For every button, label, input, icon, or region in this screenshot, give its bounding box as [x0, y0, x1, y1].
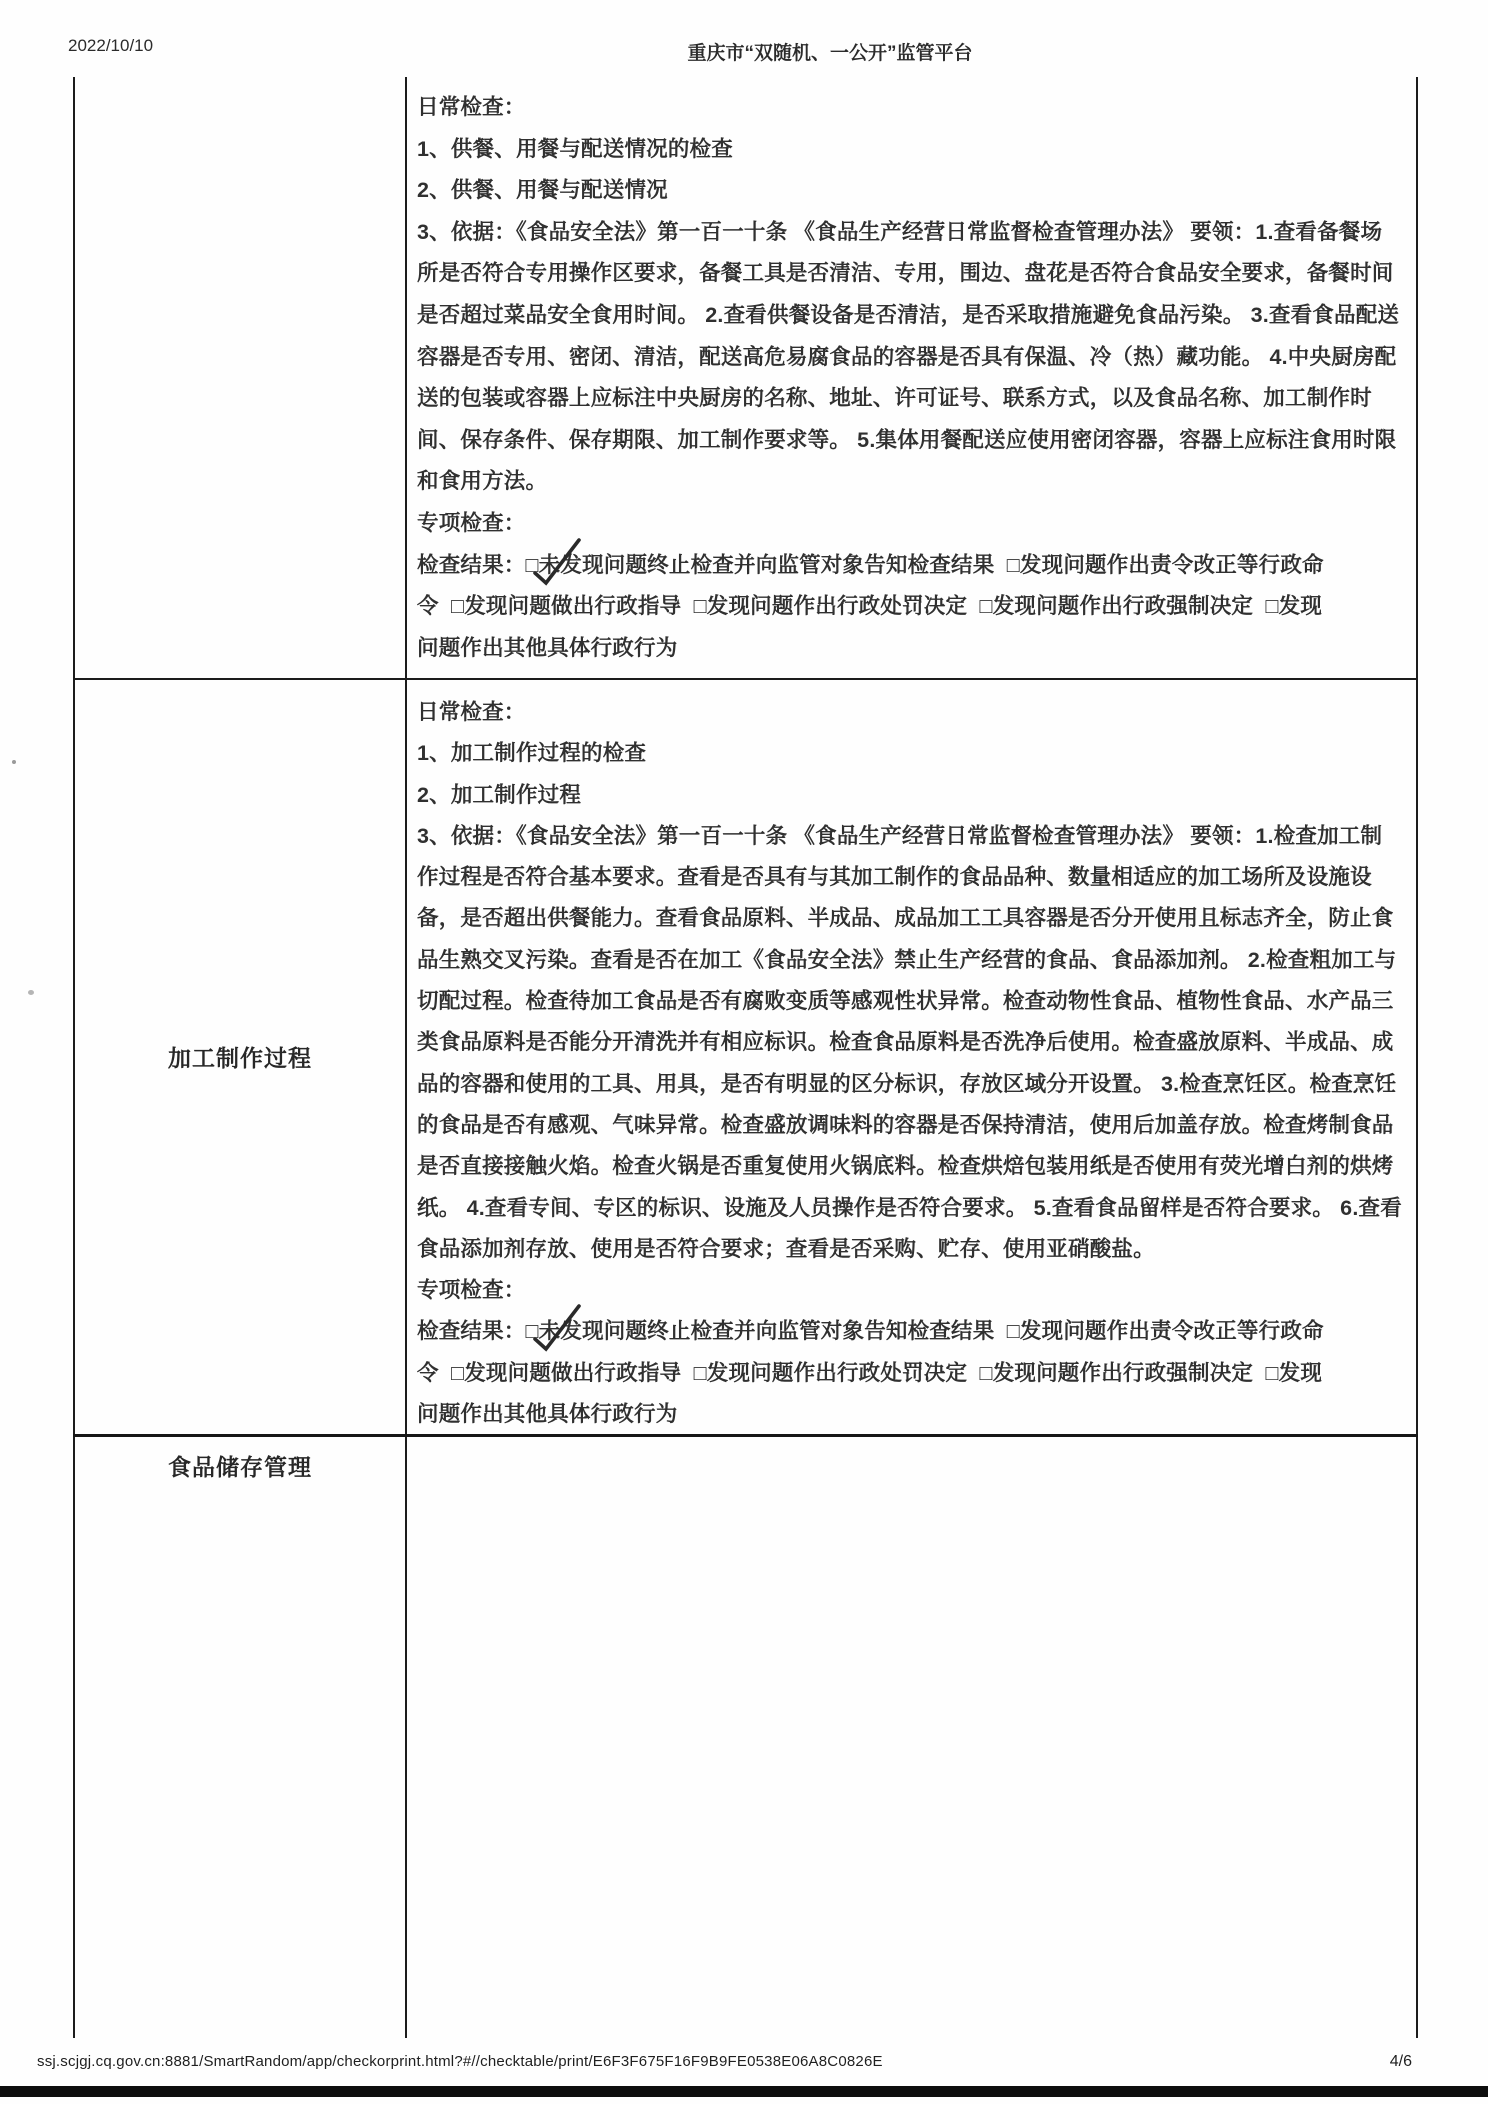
row-category-label: 食品储存管理: [168, 1454, 312, 1480]
text-line: 和食用方法。: [417, 469, 548, 494]
text-line: 2、加工制作过程: [417, 782, 582, 807]
table-border-right: [1416, 77, 1418, 2038]
text-line: 间、保存条件、保存期限、加工制作要求等。 5.集体用餐配送应使用密闭容器，容器上应标注食用时限: [417, 427, 1397, 452]
text-line: 品的容器和使用的工具、用具，是否有明显的区分标识，存放区域分开设置。 3.检查烹饪区。检查烹饪: [417, 1071, 1397, 1096]
text-line: 令 □发现问题做出行政指导 □发现问题作出行政处罚决定 □发现问题作出行政强制决定 □发现: [417, 594, 1323, 619]
text-line: 切配过程。检查待加工食品是否有腐败变质等感观性状异常。检查动物性食品、植物性食品、水产品三: [417, 989, 1394, 1014]
row-content-cell: [407, 1435, 1416, 1449]
text-line: 专项检查：: [417, 510, 526, 535]
text-line: 3、依据：《食品安全法》第一百一十条 《食品生产经营日常监督检查管理办法》 要领：1.检查加工制: [417, 823, 1383, 848]
scan-artifact-speck: [12, 760, 16, 764]
footer-url: ssj.scjgj.cq.gov.cn:8881/SmartRandom/app/checkorprint.html?#//checktable/print/E6F3F675F16F9B9FE0538E06A8C0826E: [37, 2053, 883, 2070]
text-line: 类食品原料是否能分开清洗并有相应标识。检查食品原料是否洗净后使用。检查盛放原料、半成品、成: [417, 1030, 1394, 1055]
header-date: 2022/10/10: [68, 36, 154, 55]
text-line: 食品添加剂存放、使用是否符合要求；查看是否采购、贮存、使用亚硝酸盐。: [417, 1236, 1155, 1261]
text-line: 2、供餐、用餐与配送情况: [417, 178, 668, 203]
text-line: 问题作出其他具体行政行为: [417, 635, 678, 660]
text-line: 检查结果：□未发现问题终止检查并向监管对象告知检查结果 □发现问题作出责令改正等行政命: [417, 1311, 1416, 1352]
row-content-cell: [407, 77, 1416, 669]
text-line: 专项检查：: [417, 1278, 526, 1303]
text-line: 备，是否超出供餐能力。查看食品原料、半成品、成品加工工具容器是否分开使用且标志齐全，防止食: [417, 906, 1394, 931]
text-line: 品生熟交叉污染。查看是否在加工《食品安全法》禁止生产经营的食品、食品添加剂。 2.检查粗加工与: [417, 947, 1397, 972]
scan-artifact-bar: [0, 2086, 1488, 2097]
row-category-label: [75, 77, 405, 678]
text-line: 是否直接接触火焰。检查火锅是否重复使用火锅底料。检查烘焙包装用纸是否使用有荧光增白剂的烘烤: [417, 1154, 1394, 1179]
text-line: 纸。 4.查看专间、专区的标识、设施及人员操作是否符合要求。 5.查看食品留样是否符合要求。 6.查看: [417, 1195, 1402, 1220]
row-category-label: 加工制作过程: [168, 1045, 312, 1071]
text-line: 的食品是否有感观、气味异常。检查盛放调味料的容器是否保持清洁，使用后加盖存放。检查烤制食品: [417, 1112, 1394, 1137]
header-title: 重庆市“双随机、一公开”监管平台: [687, 43, 973, 64]
text-line: 作过程是否符合基本要求。查看是否具有与其加工制作的食品品种、数量相适应的加工场所及设施设: [417, 865, 1372, 890]
handwritten-check-mark: [529, 1303, 587, 1357]
text-line: 所是否符合专用操作区要求，备餐工具是否清洁、专用，围边、盘花是否符合食品安全要求，备餐时间: [417, 261, 1394, 286]
text-line: 日常检查：: [417, 95, 526, 119]
text-line: 1、加工制作过程的检查: [417, 741, 647, 766]
row-content-cell: [407, 678, 1416, 1435]
scan-artifact-speck: [28, 990, 34, 995]
text-line: 日常检查：: [417, 700, 526, 724]
text-line: 问题作出其他具体行政行为: [417, 1402, 678, 1427]
text-line: 容器是否专用、密闭、清洁，配送高危易腐食品的容器是否具有保温、冷（热）藏功能。 4.中央厨房配: [417, 344, 1397, 369]
handwritten-check-mark: [529, 537, 587, 591]
text-line: 是否超过菜品安全食用时间。 2.查看供餐设备是否清洁，是否采取措施避免食品污染。 3.查看食品配送: [417, 302, 1400, 327]
text-line: 令 □发现问题做出行政指导 □发现问题作出行政处罚决定 □发现问题作出行政强制决定 □发现: [417, 1360, 1323, 1385]
footer-page-number: 4/6: [1389, 2053, 1412, 2070]
text-line: 3、依据：《食品安全法》第一百一十条 《食品生产经营日常监督检查管理办法》 要领：1.查看备餐场: [417, 219, 1383, 244]
text-line: 检查结果：□未发现问题终止检查并向监管对象告知检查结果 □发现问题作出责令改正等行政命: [417, 545, 1416, 587]
text-line: 1、供餐、用餐与配送情况的检查: [417, 136, 733, 161]
text-line: 送的包装或容器上应标注中央厨房的名称、地址、许可证号、联系方式，以及食品名称、加工制作时: [417, 386, 1372, 411]
